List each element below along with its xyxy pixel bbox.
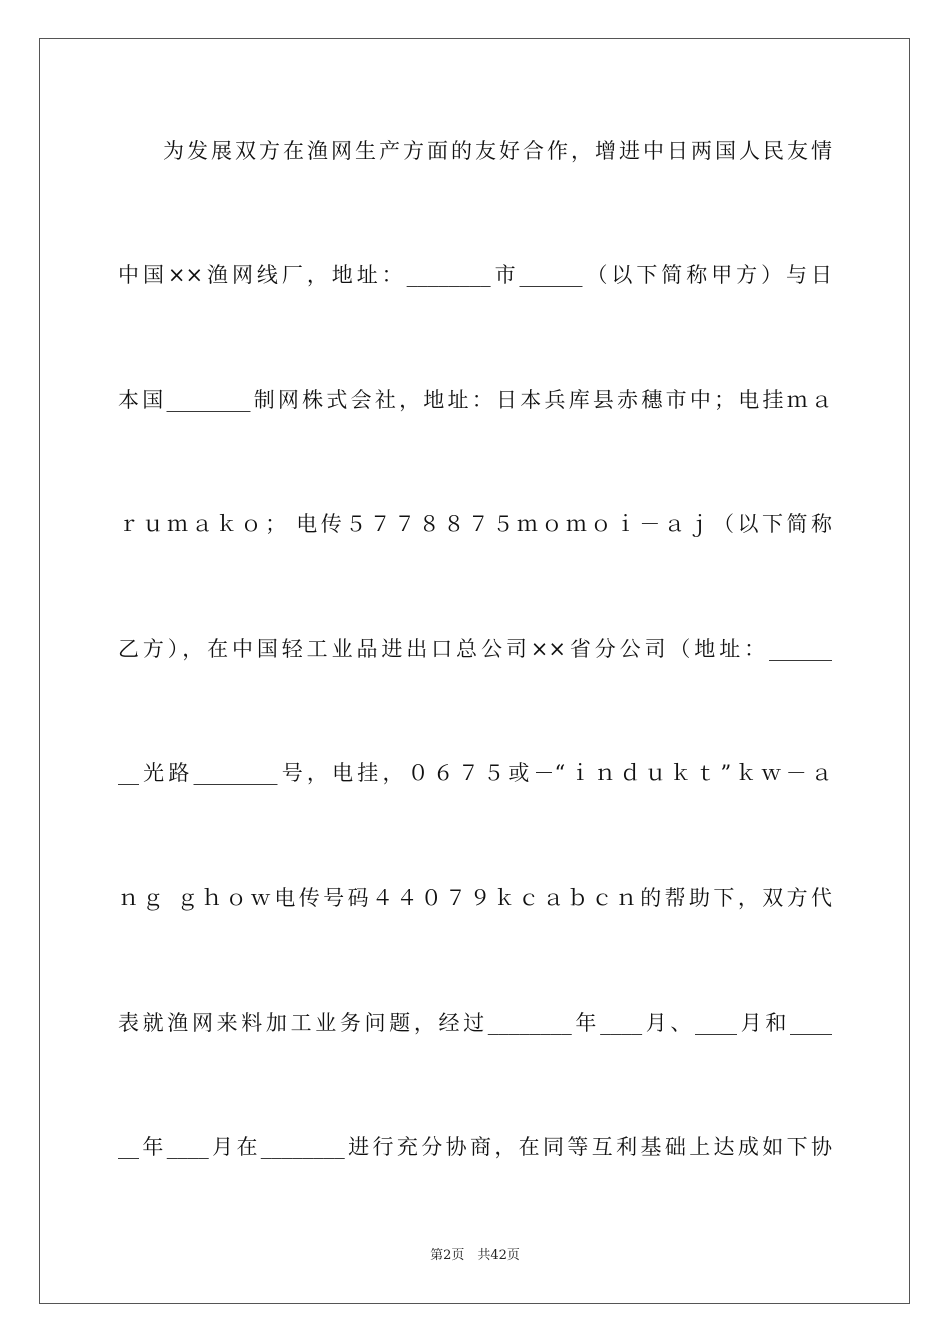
paragraph-line: 表就渔网来料加工业务问题，经过________年____月、____月和____ bbox=[118, 1011, 832, 1035]
paragraph-line: 本国________制网株式会社，地址：日本兵库县赤穗市中；电挂ｍａ bbox=[118, 388, 832, 412]
paragraph-line: 中国××渔网线厂，地址：________市______（以下简称甲方）与日 bbox=[118, 263, 832, 287]
paragraph-line: ｒｕｍａｋｏ； 电传５７７８８７５ｍｏｍｏｉ－ａｊ（以下简称 bbox=[118, 512, 832, 536]
paragraph-line: __年____月在________进行充分协商，在同等互利基础上达成如下协 bbox=[118, 1135, 832, 1159]
paragraph-line: __光路________号，电挂，０６７５或－“ｉｎｄｕｋｔ”ｋｗ－ａ bbox=[118, 761, 832, 785]
paragraph-line: 为发展双方在渔网生产方面的友好合作，增进中日两国人民友情 bbox=[163, 139, 832, 163]
page-number-footer: 第2页 共42页 bbox=[430, 1248, 520, 1263]
page-border bbox=[39, 38, 910, 1304]
paragraph-line: 乙方），在中国轻工业品进出口总公司××省分公司（地址：______ bbox=[118, 637, 832, 661]
paragraph-line: ｎｇ ｇｈｏｗ电传号码４４０７９ｋｃａｂｃｎ的帮助下，双方代 bbox=[118, 886, 832, 910]
